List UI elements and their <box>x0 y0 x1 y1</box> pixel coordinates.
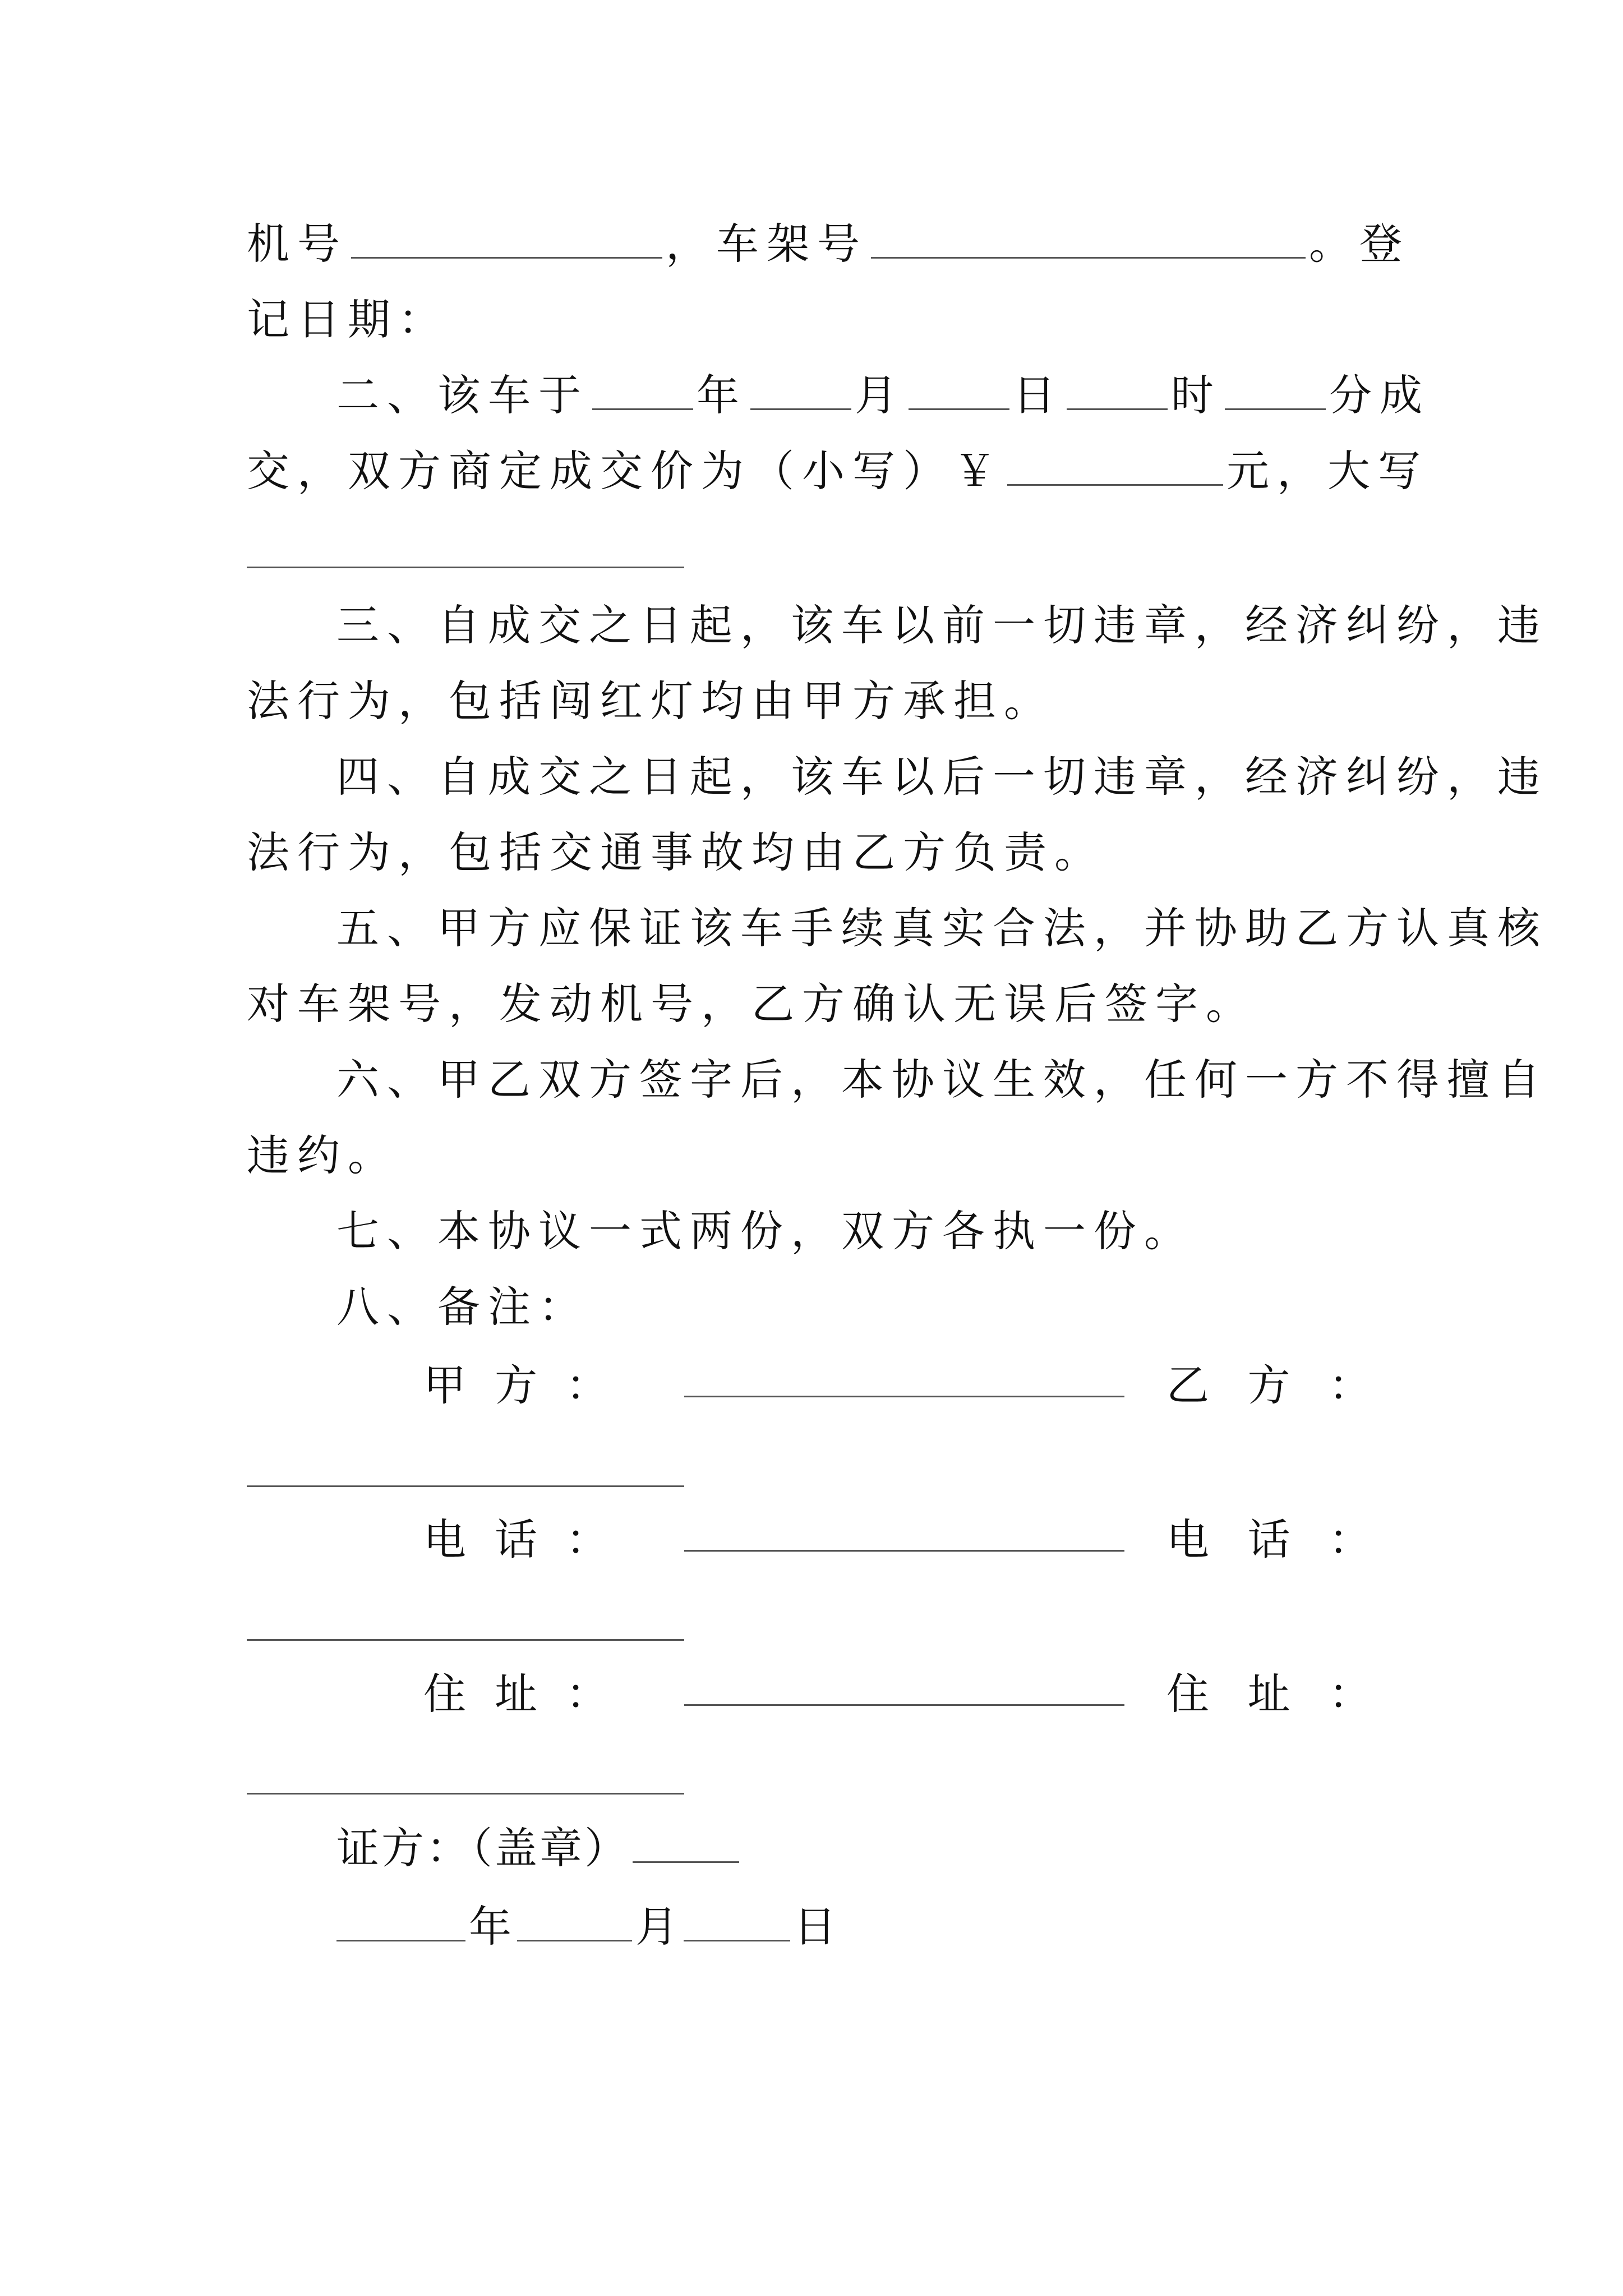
clause-2-line-2 <box>247 443 1428 499</box>
engine-number-blank[interactable] <box>351 222 662 259</box>
phone-b-label: 电话： <box>1166 1515 1371 1565</box>
sign-day-label: 日 <box>794 1902 838 1952</box>
phone-a-label: 电话： <box>423 1515 608 1565</box>
deal-year-blank[interactable] <box>592 374 693 410</box>
frame-number-label: ，车架号 <box>666 219 868 269</box>
sign-month-blank[interactable] <box>517 1905 632 1941</box>
registration-date-line <box>247 292 1391 348</box>
hour-label: 时 <box>1171 370 1221 420</box>
sign-year-label: 年 <box>469 1902 514 1952</box>
sign-day-blank[interactable] <box>684 1905 790 1941</box>
party-a-label: 甲方： <box>423 1360 608 1410</box>
clause-4-line-1: 四、自成交之日起，该车以后一切违章，经济纠纷，违 <box>336 752 1548 802</box>
party-b-label: 乙方： <box>1166 1360 1371 1410</box>
party-a-field[interactable] <box>684 1396 1124 1397</box>
sign-year-blank[interactable] <box>336 1905 465 1941</box>
signature-row-party <box>423 1358 1377 1414</box>
month-label: 月 <box>855 370 905 420</box>
price-small-blank[interactable] <box>1007 449 1223 486</box>
registration-prefix: 。登 <box>1309 219 1410 269</box>
clause-3-line-2: 法行为，包括闯红灯均由甲方承担。 <box>247 676 1054 726</box>
deal-minute-blank[interactable] <box>1225 374 1326 410</box>
engine-number-label: 机号 <box>247 219 348 269</box>
clause-4-line-2: 法行为，包括交通事故均由乙方负责。 <box>247 827 1105 877</box>
price-small-label: 交，双方商定成交价为（小写）￥ <box>247 446 1004 496</box>
clause-7: 七、本协议一式两份，双方各执一份。 <box>336 1206 1195 1256</box>
address-b-label: 住址： <box>1166 1669 1371 1719</box>
phone-b-field[interactable] <box>247 1639 684 1641</box>
deal-day-blank[interactable] <box>909 374 1009 410</box>
clause-8-remarks: 八、备注： <box>336 1282 589 1332</box>
address-b-field[interactable] <box>247 1793 684 1795</box>
sign-month-label: 月 <box>635 1902 680 1952</box>
price-capital-blank[interactable] <box>247 567 684 568</box>
phone-a-field[interactable] <box>684 1550 1124 1552</box>
clause-2-intro: 二、该车于 <box>336 370 589 420</box>
signature-row-address <box>423 1666 1377 1722</box>
clause-6-line-1: 六、甲乙双方签字后，本协议生效，任何一方不得擅自 <box>336 1055 1548 1105</box>
frame-number-blank[interactable] <box>871 222 1306 259</box>
witness-label: 证方：（盖章） <box>336 1823 629 1873</box>
address-a-label: 住址： <box>423 1669 608 1719</box>
witness-line <box>336 1820 1391 1876</box>
minute-label: 分成 <box>1329 370 1430 420</box>
engine-frame-line <box>247 216 1410 272</box>
clause-5-line-2: 对车架号，发动机号，乙方确认无误后签字。 <box>247 979 1256 1029</box>
day-label: 日 <box>1013 370 1063 420</box>
deal-hour-blank[interactable] <box>1067 374 1168 410</box>
year-label: 年 <box>697 370 747 420</box>
registration-date-label: 记日期： <box>247 295 449 344</box>
clause-5-line-1: 五、甲方应保证该车手续真实合法，并协助乙方认真核 <box>336 903 1548 953</box>
witness-seal-blank[interactable] <box>633 1826 739 1863</box>
address-a-field[interactable] <box>684 1704 1124 1706</box>
party-b-field[interactable] <box>247 1485 684 1487</box>
signing-date-line <box>336 1899 1391 1955</box>
price-capital-label: 元，大写 <box>1227 446 1428 496</box>
signature-row-phone <box>423 1512 1377 1568</box>
clause-6-line-2: 违约。 <box>247 1130 398 1180</box>
clause-2-line-1 <box>336 367 1430 424</box>
clause-3-line-1: 三、自成交之日起，该车以前一切违章，经济纠纷，违 <box>336 600 1548 650</box>
deal-month-blank[interactable] <box>750 374 851 410</box>
